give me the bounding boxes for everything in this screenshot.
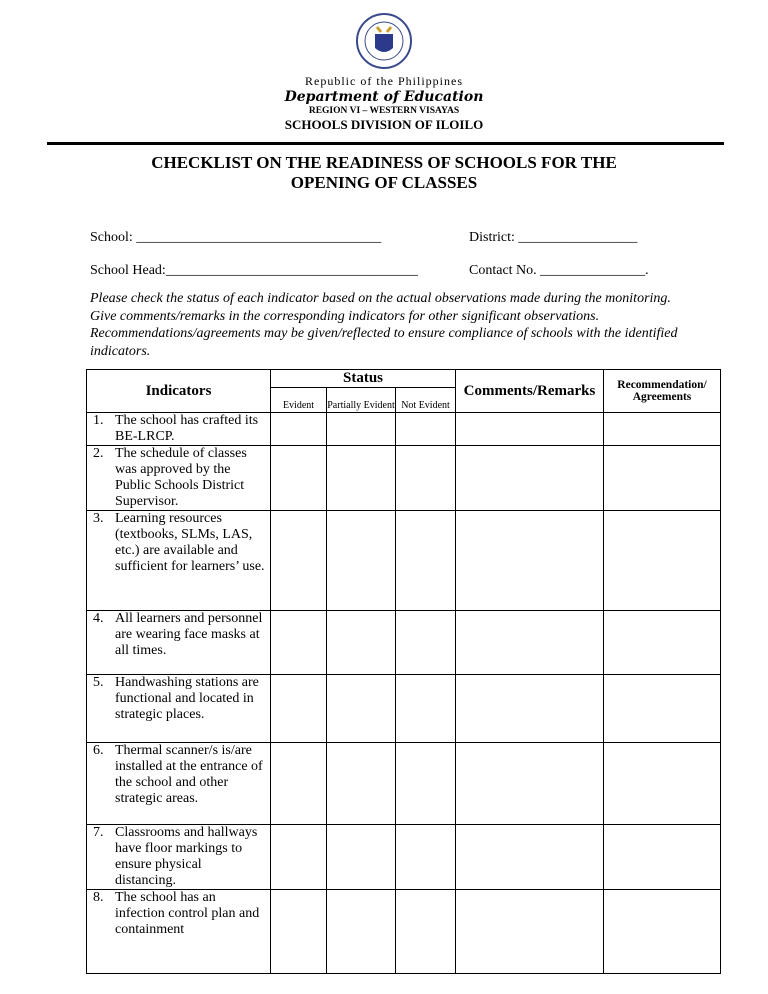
recommendation-cell[interactable] [604,611,721,675]
evident-checkbox-cell[interactable] [271,825,327,890]
not-evident-checkbox-cell[interactable] [396,890,456,974]
recommendation-cell[interactable] [604,890,721,974]
recommendation-cell[interactable] [604,446,721,511]
not-evident-checkbox-cell[interactable] [396,413,456,446]
not-evident-checkbox-cell[interactable] [396,611,456,675]
comments-cell[interactable] [456,743,604,825]
recommendation-cell[interactable] [604,825,721,890]
deped-seal-logo [355,12,413,70]
evident-checkbox-cell[interactable] [271,675,327,743]
recommendation-cell[interactable] [604,413,721,446]
partially-evident-checkbox-cell[interactable] [327,446,396,511]
indicator-cell: 7. Classrooms and hallways have floor markings to ensure physical distancing. [87,825,271,890]
header-divider [47,142,724,145]
partially-evident-checkbox-cell[interactable] [327,890,396,974]
status-header: Status [271,370,456,388]
indicator-cell: 6. Thermal scanner/s is/are installed at the entrance of the school and other strategic areas. [87,743,271,825]
checklist-table [86,369,721,974]
district-field[interactable]: District: _________________ [469,230,638,245]
comments-header: Comments/Remarks [456,370,604,413]
not-evident-checkbox-cell[interactable] [396,825,456,890]
not-evident-checkbox-cell[interactable] [396,511,456,611]
evident-checkbox-cell[interactable] [271,890,327,974]
indicator-cell: 8. The school has an infection control plan and containment [87,890,271,974]
school-field[interactable]: School: ___________________________________ [90,230,382,245]
comments-cell[interactable] [456,825,604,890]
school-head-field[interactable]: School Head:____________________________________ [90,263,418,278]
table-row [87,511,721,611]
comments-cell[interactable] [456,511,604,611]
evident-checkbox-cell[interactable] [271,743,327,825]
not-evident-checkbox-cell[interactable] [396,446,456,511]
table-row [87,890,721,974]
instructions: Please check the status of each indicator based on the actual observations made during the monitoring. Give comments/remarks in the corresponding indicators for other significant observations. Recommendations/agreements may be given/reflected to ensure compliance of schools with the identified indicators. [90,291,678,359]
partially-evident-checkbox-cell[interactable] [327,675,396,743]
table-row [87,446,721,511]
partially-evident-checkbox-cell[interactable] [327,511,396,611]
not-evident-checkbox-cell[interactable] [396,675,456,743]
evident-checkbox-cell[interactable] [271,413,327,446]
indicator-cell: 2. The schedule of classes was approved by the Public Schools District Supervisor. [87,446,271,511]
comments-cell[interactable] [456,611,604,675]
comments-cell[interactable] [456,675,604,743]
document-title: CHECKLIST ON THE READINESS OF SCHOOLS FOR THE OPENING OF CLASSES [151,153,617,192]
comments-cell[interactable] [456,446,604,511]
table-row [87,743,721,825]
indicators-header: Indicators [87,370,271,413]
indicator-cell: 3. Learning resources (textbooks, SLMs, LAS, etc.) are available and sufficient for learners’ use. [87,511,271,611]
not-evident-checkbox-cell[interactable] [396,743,456,825]
comments-cell[interactable] [456,890,604,974]
table-row [87,611,721,675]
partially-evident-checkbox-cell[interactable] [327,413,396,446]
table-row [87,675,721,743]
indicator-cell: 5. Handwashing stations are functional and located in strategic places. [87,675,271,743]
evident-header: Evident [271,388,327,413]
region-text: REGION VI – WESTERN VISAYAS [308,106,460,116]
partially-evident-header: Partially Evident [327,388,396,413]
recommendation-cell[interactable] [604,675,721,743]
partially-evident-checkbox-cell[interactable] [327,743,396,825]
contact-field[interactable]: Contact No. _______________. [469,263,649,278]
not-evident-header: Not Evident [396,388,456,413]
partially-evident-checkbox-cell[interactable] [327,825,396,890]
recommendation-header: Recommendation/ Agreements [604,370,721,413]
comments-cell[interactable] [456,413,604,446]
table-row [87,413,721,446]
evident-checkbox-cell[interactable] [271,611,327,675]
table-row [87,825,721,890]
republic-text: Republic of the Philippines [305,74,463,88]
evident-checkbox-cell[interactable] [271,446,327,511]
division-text: SCHOOLS DIVISION OF ILOILO [284,117,484,132]
indicator-cell: 1. The school has crafted its BE-LRCP. [87,413,271,446]
partially-evident-checkbox-cell[interactable] [327,611,396,675]
evident-checkbox-cell[interactable] [271,511,327,611]
indicator-cell: 4. All learners and personnel are wearing face masks at all times. [87,611,271,675]
recommendation-cell[interactable] [604,743,721,825]
recommendation-cell[interactable] [604,511,721,611]
department-text: Department of Education [284,89,484,105]
